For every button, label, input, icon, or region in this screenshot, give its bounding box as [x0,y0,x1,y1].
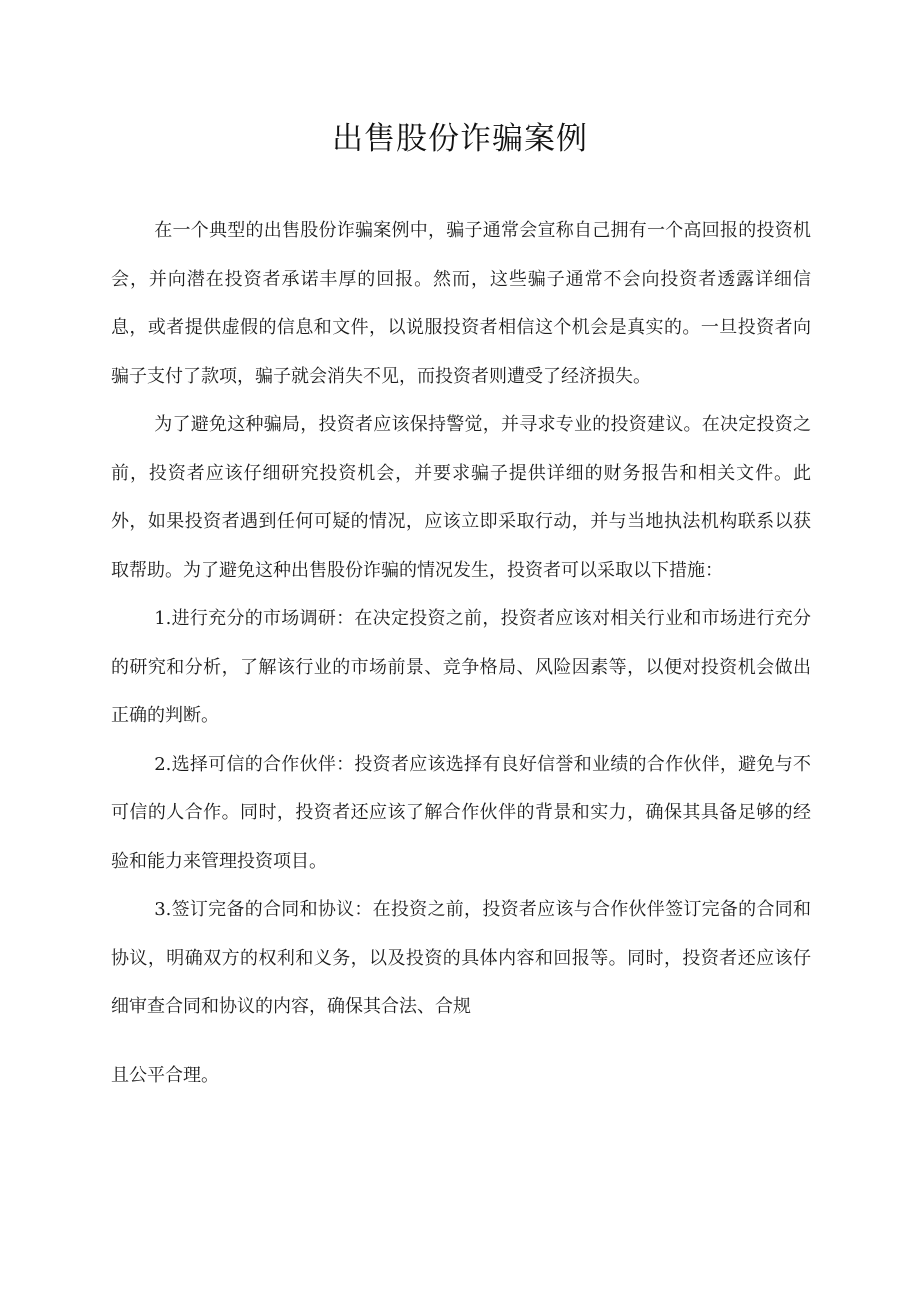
paragraph-intro: 在一个典型的出售股份诈骗案例中，骗子通常会宣称自己拥有一个高回报的投资机会，并向潜在投资者承诺丰厚的回报。然而，这些骗子通常不会向投资者透露详细信息，或者提供虚假的信息和文件，以说服投资者相信这个机会是真实的。一旦投资者向骗子支付了款项，骗子就会消失不见，而投资者则遭受了经济损失。 [111,220,811,387]
paragraph-tail: 且公平合理。 [111,1064,219,1086]
paragraph-measure-3: 3.签订完备的合同和协议：在投资之前，投资者应该与合作伙伴签订完备的合同和协议，明确双方的权利和义务，以及投资的具体内容和回报等。同时，投资者还应该仔细审查合同和协议的内容，确保其合法、合规 [111,899,811,1017]
paragraph-measure-2: 2.选择可信的合作伙伴：投资者应该选择有良好信誉和业绩的合作伙伴，避免与不可信的人合作。同时，投资者还应该了解合作伙伴的背景和实力，确保其具备足够的经验和能力来管理投资项目。 [111,753,811,872]
document-title: 出售股份诈骗案例 [332,121,588,157]
paragraph-measure-1: 1.进行充分的市场调研：在决定投资之前，投资者应该对相关行业和市场进行充分的研究和分析，了解该行业的市场前景、竞争格局、风险因素等，以便对投资机会做出正确的判断。 [111,608,811,726]
paragraph-advice: 为了避免这种骗局，投资者应该保持警觉，并寻求专业的投资建议。在决定投资之前，投资者应该仔细研究投资机会，并要求骗子提供详细的财务报告和相关文件。此外，如果投资者遇到任何可疑的情况，应该立即采取行动，并与当地执法机构联系以获取帮助。为了避免这种出售股份诈骗的情况发生，投资者可以采取以下措施： [111,414,811,581]
document-body [111,207,811,1100]
